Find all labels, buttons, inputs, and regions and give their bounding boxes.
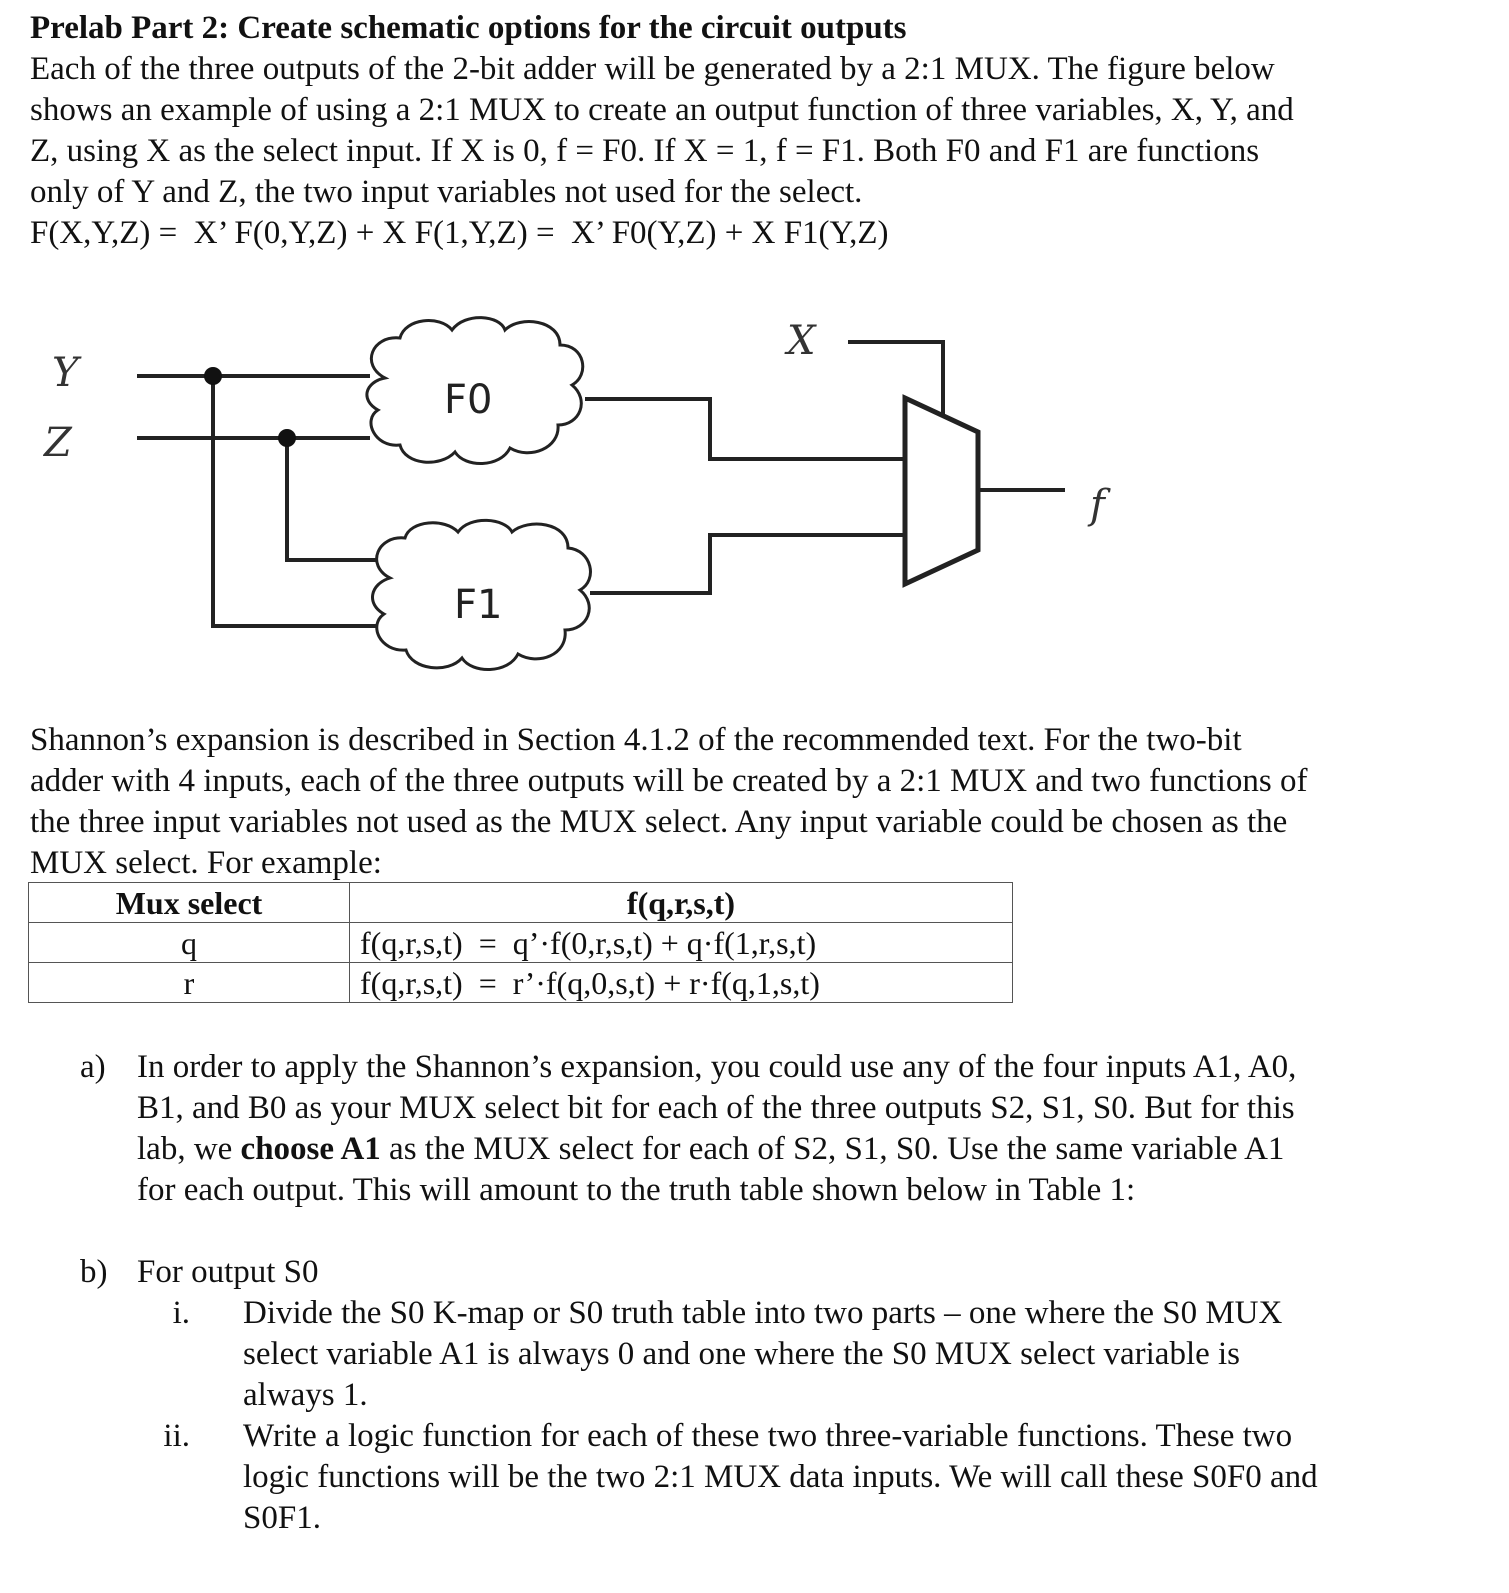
item-a-line <box>137 1129 1437 1170</box>
item-a-text: lab, we <box>137 1131 241 1167</box>
shannon-paragraph <box>30 720 1480 884</box>
intro-line: only of Y and Z, the two input variables not used for the select. <box>30 174 863 210</box>
list-marker-b: b) <box>80 1254 108 1290</box>
output-f-label: f <box>1090 482 1105 528</box>
shannon-line: adder with 4 inputs, each of the three outputs will be created by a 2:1 MUX and two functions of <box>30 763 1308 799</box>
f0-cloud-block <box>367 318 583 464</box>
list-item-b <box>80 1252 1480 1552</box>
item-a-text: as the MUX select for each of S2, S1, S0. Use the same variable A1 <box>380 1131 1285 1167</box>
junction-dot <box>204 367 222 385</box>
select-cell: q <box>29 923 350 963</box>
junction-dot <box>278 429 296 447</box>
intro-line: Each of the three outputs of the 2-bit adder will be generated by a 2:1 MUX. The figure below <box>30 51 1275 87</box>
list-item-a-body <box>137 1047 1437 1211</box>
shannon-formula: F(X,Y,Z) = X’ F(0,Y,Z) + X F(1,Y,Z) = X’ F0(Y,Z) + X F1(Y,Z) <box>30 215 889 251</box>
list-marker-a: a) <box>80 1049 106 1085</box>
header-function: f(q,r,s,t) <box>350 883 1013 923</box>
sub-item-ii-line: logic functions will be the two 2:1 MUX data inputs. We will call these S0F0 and <box>243 1459 1318 1495</box>
table-header-row <box>29 883 1013 923</box>
input-y-label: Y <box>52 350 79 396</box>
intro-line: Z, using X as the select input. If X is 0, f = F0. If X = 1, f = F1. Both F0 and F1 are functions <box>30 133 1260 169</box>
intro-paragraph <box>30 49 1470 213</box>
mux-schematic-figure <box>0 300 1509 700</box>
equation-cell: f(q,r,s,t) = r’·f(q,0,s,t) + r·f(q,1,s,t) <box>350 963 1013 1003</box>
sub-item-i-line: Divide the S0 K-map or S0 truth table into two parts – one where the S0 MUX <box>243 1295 1283 1331</box>
sub-marker-ii: ii. <box>163 1418 190 1454</box>
sub-marker-i: i. <box>172 1295 190 1331</box>
shannon-line: Shannon’s expansion is described in Section 4.1.2 of the recommended text. For the two-bit <box>30 722 1242 758</box>
f0-label: F0 <box>444 377 493 423</box>
equation-cell: f(q,r,s,t) = q’·f(0,r,s,t) + q·f(1,r,s,t) <box>350 923 1013 963</box>
item-b-title: For output S0 <box>137 1254 319 1290</box>
select-x-label: X <box>787 318 816 364</box>
intro-line: shows an example of using a 2:1 MUX to create an output function of three variables, X, Y, and <box>30 92 1294 128</box>
list-item-a <box>80 1047 1480 1217</box>
shannon-line: MUX select. For example: <box>30 845 382 881</box>
item-a-line: B1, and B0 as your MUX select bit for each of the three outputs S2, S1, S0. But for this <box>137 1090 1295 1126</box>
document-top <box>30 8 1470 254</box>
sub-item-ii <box>243 1416 1443 1539</box>
f1-cloud-block <box>373 520 591 669</box>
table-row <box>29 963 1013 1003</box>
mux-select-table <box>28 882 1013 1003</box>
mux-block <box>905 398 978 584</box>
table-row <box>29 923 1013 963</box>
shannon-line: the three input variables not used as the MUX select. Any input variable could be chosen as the <box>30 804 1288 840</box>
sub-item-ii-line: Write a logic function for each of these two three-variable functions. These two <box>243 1418 1293 1454</box>
sub-item-i <box>243 1293 1443 1416</box>
sub-item-i-line: select variable A1 is always 0 and one where the S0 MUX select variable is <box>243 1336 1241 1372</box>
section-heading: Prelab Part 2: Create schematic options for the circuit outputs <box>30 10 907 46</box>
item-a-bold-text: choose A1 <box>240 1131 381 1167</box>
item-a-line: In order to apply the Shannon’s expansion, you could use any of the four inputs A1, A0, <box>137 1049 1297 1085</box>
f1-label: F1 <box>454 582 503 628</box>
input-z-label: Z <box>44 420 72 466</box>
header-mux-select: Mux select <box>29 883 350 923</box>
item-a-line: for each output. This will amount to the truth table shown below in Table 1: <box>137 1172 1136 1208</box>
sub-item-ii-line: S0F1. <box>243 1500 321 1536</box>
sub-item-i-line: always 1. <box>243 1377 368 1413</box>
select-cell: r <box>29 963 350 1003</box>
